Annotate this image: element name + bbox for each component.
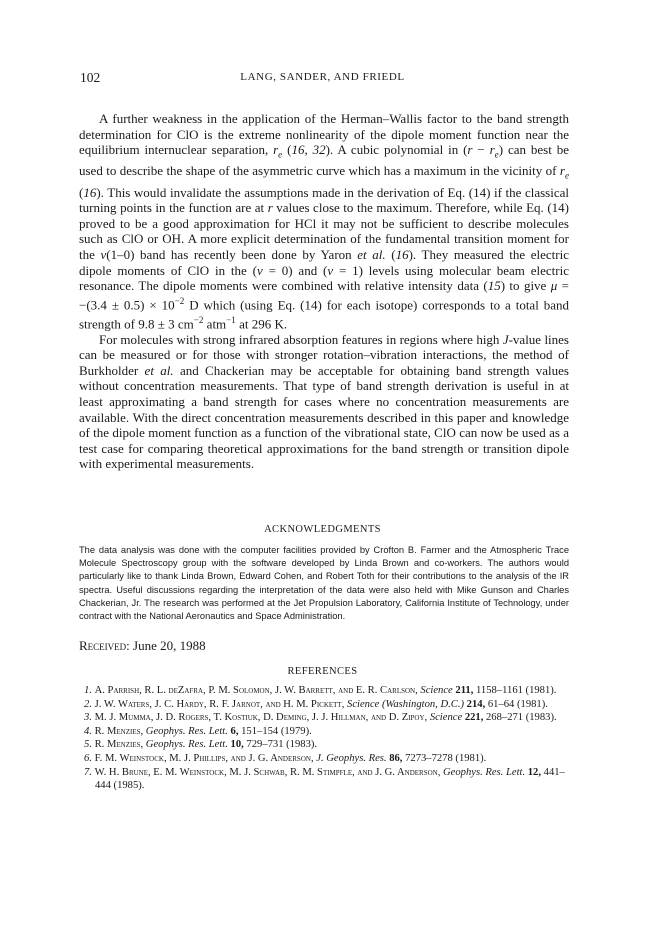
received-label: Received: [79, 638, 127, 653]
acknowledgments-heading: ACKNOWLEDGMENTS: [264, 524, 381, 535]
running-head: LANG, SANDER, AND FRIEDL: [240, 71, 405, 83]
reference-item: 2. J. W. Waters, J. C. Hardy, R. F. Jarnot, and H. M. Pickett, Science (Washington, D.C.) 214, 61–64 (1981).: [84, 698, 548, 710]
references-list: [79, 684, 569, 793]
reference-item: 6. F. M. Weinstock, M. J. Phillips, and J. G. Anderson, J. Geophys. Res. 86, 7273–7278 (1981).: [84, 752, 487, 764]
body-text: [79, 111, 569, 472]
reference-item: 1. A. Parrish, R. L. deZafra, P. M. Solomon, J. W. Barrett, and E. R. Carlson, Science 211, 1158–1161 (1981).: [84, 685, 557, 696]
paragraph-1: A further weakness in the application of the Herman–Wallis factor to the band strength determination for ClO is the extreme nonlinearity of the dipole moment function near the equilibrium internuclear separation, $r_e$ (16, 32). A cubic polynomial in $(r - r_e)$ can best be used to describe the shape of the asymmetric curve which has a maximum in the vicinity of $r_e$ (16). This would invalidate the assumptions made in the derivation of Eq. (14) if the classical turning points in the function are at r values close to the maximum. Therefore, while Eq. (14) proved to be a good approximation for HCl it may not be sufficient to describe molecules such as ClO or OH. A more explicit determination of the fundamental transition moment for the v(1–0) band has recently been done by Yaron et al. (16). They measured the electric dipole moments of ClO in the (v = 0) and (v = 1) levels using molecular beam electric resonance. The dipole moments were combined with relative intensity data (15) to give $\mu = -(3.4 \pm 0.5) \times 10^{-2}$ D which (using Eq. (14) for each isotope) corresponds to a total band strength of 9.8 ± 3 $cm^{-2}$ atm$^{-1}$ at 296 K.: [79, 111, 570, 331]
reference-item: 3. M. J. Mumma, J. D. Rogers, T. Kostiuk, D. Deming, J. J. Hillman, and D. Zipoy, Science 221, 268–271 (1983).: [84, 712, 557, 724]
acknowledgments-paragraph: The data analysis was done with the computer facilities provided by Crofton B. Farmer and the Atmospheric Trace Molecule Spectroscopy group with the software developed by Linda Brown and co-workers. The authors would particularly like to thank Linda Brown, Edward Cohen, and Robert Toth for their contributions to the analysis of the IR spectra. Useful discussions regarding the interpretation of the data were also held with Mike Gunson and Charles Chackerian, Jr. The research was performed at the Jet Propulsion Laboratory, California Institute of Technology, under contract with the National Aeronautics and Space Administration.: [79, 545, 569, 622]
reference-item: 7. W. H. Brune, E. M. Weinstock, M. J. Schwab, R. M. Stimpfle, and J. G. Anderson, Geophys. Res. Lett. 12, 441–444 (1985).: [84, 766, 565, 792]
references-heading: REFERENCES: [287, 666, 358, 677]
acknowledgments-text: [79, 544, 569, 623]
page-number: 102: [80, 70, 101, 85]
paragraph-2: For molecules with strong infrared absorption features in regions where high J-value lines can be measured or for those with stronger rotation–vibration interactions, the method of Burkholder et al. and Chackerian may be acceptable for obtaining band strength values without concentration measurements. That type of band strength derivation is useful in at least approximating a band strength for cases where no concentration measurements are available. With the direct concentration measurements described in this paper and knowledge of the dipole moment function as a function of the vibrational state, ClO can now be used as a test case for comparing theoretical approximations for the band strength or transition dipole with experimental measurements.: [79, 331, 569, 472]
received-value: : June 20, 1988: [126, 638, 206, 653]
reference-item: 5. R. Menzies, Geophys. Res. Lett. 10, 729–731 (1983).: [84, 739, 318, 751]
received-date: [79, 638, 206, 654]
reference-item: 4. R. Menzies, Geophys. Res. Lett. 6, 151–154 (1979).: [84, 725, 312, 737]
